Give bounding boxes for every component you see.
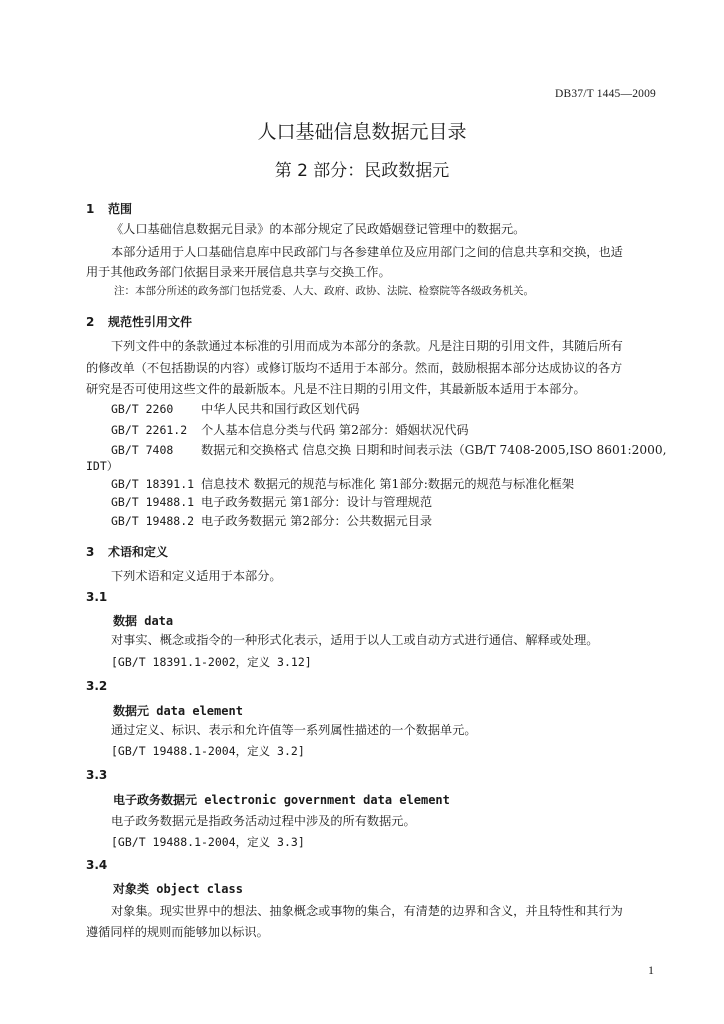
reference-title: 电子政务数据元 第1部分：设计与管理规范 bbox=[201, 495, 433, 509]
reference-item-continuation: IDT） bbox=[86, 459, 119, 473]
term-definition: 通过定义、标识、表示和允许值等一系列属性描述的一个数据单元。 bbox=[111, 723, 477, 737]
paragraph-line: 的修改单（不包括勘误的内容）或修订版均不适用于本部分。然而，鼓励根据本部分达成协议的各方 bbox=[86, 361, 623, 375]
reference-title: 数据元和交换格式 信息交换 日期和时间表示法（GB/T 7408-2005,ISO 8601:2000, bbox=[201, 443, 667, 457]
reference-item bbox=[111, 515, 432, 528]
term-number: 3.3 bbox=[86, 768, 108, 782]
reference-title: 电子政务数据元 第2部分：公共数据元目录 bbox=[201, 514, 433, 528]
section-number: 2 bbox=[86, 315, 95, 329]
paragraph-line: 下列文件中的条款通过本标准的引用而成为本部分的条款。凡是注日期的引用文件，其随后所有 bbox=[111, 339, 623, 353]
reference-code: GB/T 18391.1 bbox=[111, 477, 195, 491]
section-title: 术语和定义 bbox=[108, 545, 169, 559]
reference-title: 中华人民共和国行政区划代码 bbox=[201, 402, 360, 416]
page-number: 1 bbox=[648, 963, 654, 977]
paragraph-line: 《人口基础信息数据元目录》的本部分规定了民政婚姻登记管理中的数据元。 bbox=[111, 222, 526, 236]
section-1-heading bbox=[86, 200, 132, 217]
section-2-heading bbox=[86, 313, 192, 330]
term-source: [GB/T 19488.1-2004，定义 3.3] bbox=[111, 835, 305, 849]
paragraph-line: 用于其他政务部门依据目录来开展信息共享与交换工作。 bbox=[86, 265, 391, 279]
term-number: 3.2 bbox=[86, 679, 108, 693]
term-source: [GB/T 18391.1-2002，定义 3.12] bbox=[111, 655, 312, 669]
term-definition: 对事实、概念或指令的一种形式化表示，适用于以人工或自动方式进行通信、解释或处理。 bbox=[111, 633, 599, 647]
reference-item bbox=[111, 424, 469, 437]
reference-code: GB/T 19488.1 bbox=[111, 495, 195, 509]
reference-code: GB/T 7408 bbox=[111, 443, 174, 457]
term-definition: 对象集。现实世界中的想法、抽象概念或事物的集合，有清楚的边界和含义，并且特性和其行为 bbox=[111, 904, 623, 918]
reference-title: 信息技术 数据元的规范与标准化 第1部分:数据元的规范与标准化框架 bbox=[201, 477, 575, 491]
reference-item bbox=[111, 496, 432, 509]
note-text: 注：本部分所述的政务部门包括党委、人大、政府、政协、法院、检察院等各级政务机关。 bbox=[114, 285, 534, 297]
document-code: DB37/T 1445—2009 bbox=[554, 88, 656, 100]
paragraph-line: 本部分适用于人口基础信息库中民政部门与各参建单位及应用部门之间的信息共享和交换，也适 bbox=[111, 245, 623, 259]
term-name: 对象类 object class bbox=[113, 882, 243, 896]
reference-code: GB/T 19488.2 bbox=[111, 514, 195, 528]
term-definition-continuation: 遵循同样的规则而能够加以标识。 bbox=[86, 925, 269, 939]
reference-code: GB/T 2261.2 bbox=[111, 423, 188, 437]
paragraph-line: 研究是否可使用这些文件的最新版本。凡是不注日期的引用文件，其最新版本适用于本部分。 bbox=[86, 382, 586, 396]
section-3-heading bbox=[86, 543, 168, 560]
section-title: 范围 bbox=[108, 202, 133, 216]
term-name: 数据 data bbox=[113, 614, 174, 628]
term-source: [GB/T 19488.1-2004，定义 3.2] bbox=[111, 744, 305, 758]
reference-code: GB/T 2260 bbox=[111, 402, 174, 416]
paragraph-line: 下列术语和定义适用于本部分。 bbox=[111, 569, 282, 583]
section-number: 3 bbox=[86, 545, 95, 559]
term-number: 3.4 bbox=[86, 858, 108, 872]
reference-item bbox=[111, 403, 359, 416]
document-subtitle: 第 2 部分：民政数据元 bbox=[274, 161, 450, 181]
section-number: 1 bbox=[86, 202, 95, 216]
term-name: 电子政务数据元 electronic government data element bbox=[113, 793, 450, 807]
term-number: 3.1 bbox=[86, 590, 108, 604]
reference-item bbox=[111, 478, 574, 491]
term-definition: 电子政务数据元是指政务活动过程中涉及的所有数据元。 bbox=[111, 814, 416, 828]
section-title: 规范性引用文件 bbox=[108, 315, 193, 329]
term-name: 数据元 data element bbox=[113, 704, 243, 718]
reference-title: 个人基本信息分类与代码 第2部分：婚姻状况代码 bbox=[201, 423, 469, 437]
reference-item bbox=[111, 444, 667, 457]
document-title: 人口基础信息数据元目录 bbox=[257, 121, 467, 143]
